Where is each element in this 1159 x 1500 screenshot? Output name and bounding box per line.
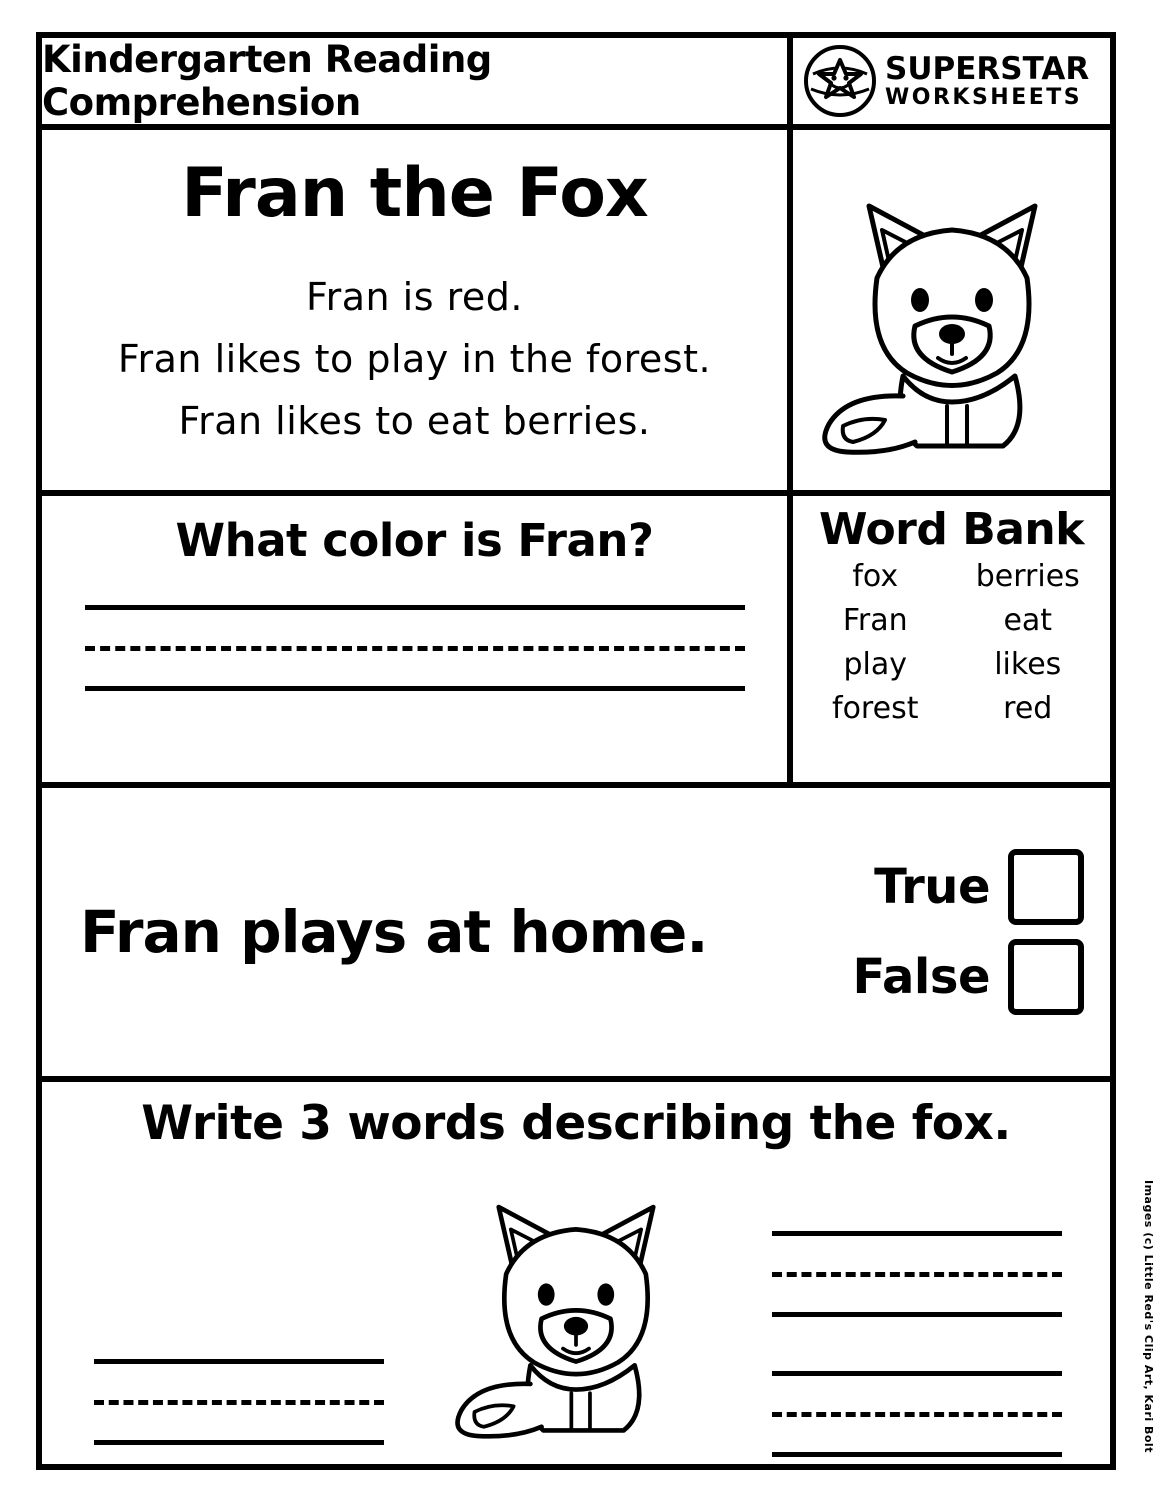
false-option-row[interactable] [853, 939, 1084, 1015]
question-panel [36, 490, 793, 788]
writing-line-bottom [85, 686, 745, 691]
describe-body [42, 1151, 1110, 1451]
worksheet-page [36, 32, 1116, 1470]
true-false-statement: Fran plays at home. [80, 898, 708, 966]
false-checkbox[interactable] [1008, 939, 1084, 1015]
story-line: Fran likes to play in the forest. [117, 337, 712, 381]
fox-illustration [807, 158, 1097, 462]
word-bank-word: play [843, 647, 907, 682]
writing-line-dashed [772, 1412, 1062, 1417]
true-checkbox[interactable] [1008, 849, 1084, 925]
writing-line-bottom [772, 1312, 1062, 1317]
worksheet-header [36, 32, 793, 130]
word-bank-word: Fran [842, 603, 908, 638]
describe-answer-lines-right-top[interactable] [772, 1231, 1062, 1317]
writing-line-top [772, 1371, 1062, 1376]
page-title: Kindergarten Reading Comprehension [42, 38, 492, 124]
writing-line-bottom [772, 1452, 1062, 1457]
image-credit: Images (c) Little Red's Clip Art, Kari Bolt [1142, 1180, 1155, 1453]
brand-wordmark [885, 50, 1090, 110]
writing-line-dashed [85, 646, 745, 651]
answer-writing-lines[interactable] [85, 605, 745, 691]
story-panel [36, 124, 793, 496]
describe-prompt: Write 3 words describing the fox. [141, 1096, 1011, 1151]
writing-line-bottom [94, 1440, 384, 1445]
star-badge-icon [803, 44, 877, 118]
word-bank-word: eat [1003, 603, 1053, 638]
true-label: True [874, 859, 990, 915]
brand-logo [787, 32, 1116, 130]
story-art-panel [787, 124, 1116, 496]
brand-line-2: WORKSHEETS [885, 84, 1083, 110]
word-bank-word: red [1003, 691, 1053, 726]
word-bank-panel [787, 490, 1116, 788]
describe-panel [36, 1076, 1116, 1470]
writing-line-top [85, 605, 745, 610]
fox-illustration [441, 1157, 711, 1451]
word-bank-title: Word Bank [818, 504, 1085, 555]
word-bank-word: berries [975, 559, 1080, 594]
story-line: Fran likes to eat berries. [178, 399, 651, 443]
describe-answer-lines-left[interactable] [94, 1359, 384, 1445]
writing-line-dashed [772, 1272, 1062, 1277]
brand-line-1: SUPERSTAR [885, 50, 1090, 87]
true-false-panel [36, 782, 1116, 1082]
describe-answer-lines-right-bottom[interactable] [772, 1371, 1062, 1457]
true-false-options [853, 849, 1110, 1015]
false-label: False [852, 949, 990, 1005]
word-bank-word: likes [994, 647, 1062, 682]
word-bank-word: forest [832, 691, 919, 726]
word-bank-word: fox [852, 559, 899, 594]
true-option-row[interactable] [853, 849, 1084, 925]
question-prompt: What color is Fran? [175, 514, 654, 567]
writing-line-dashed [94, 1400, 384, 1405]
word-bank-list [799, 559, 1104, 727]
writing-line-top [772, 1231, 1062, 1236]
writing-line-top [94, 1359, 384, 1364]
story-line: Fran is red. [306, 275, 523, 319]
story-title: Fran the Fox [181, 154, 648, 233]
